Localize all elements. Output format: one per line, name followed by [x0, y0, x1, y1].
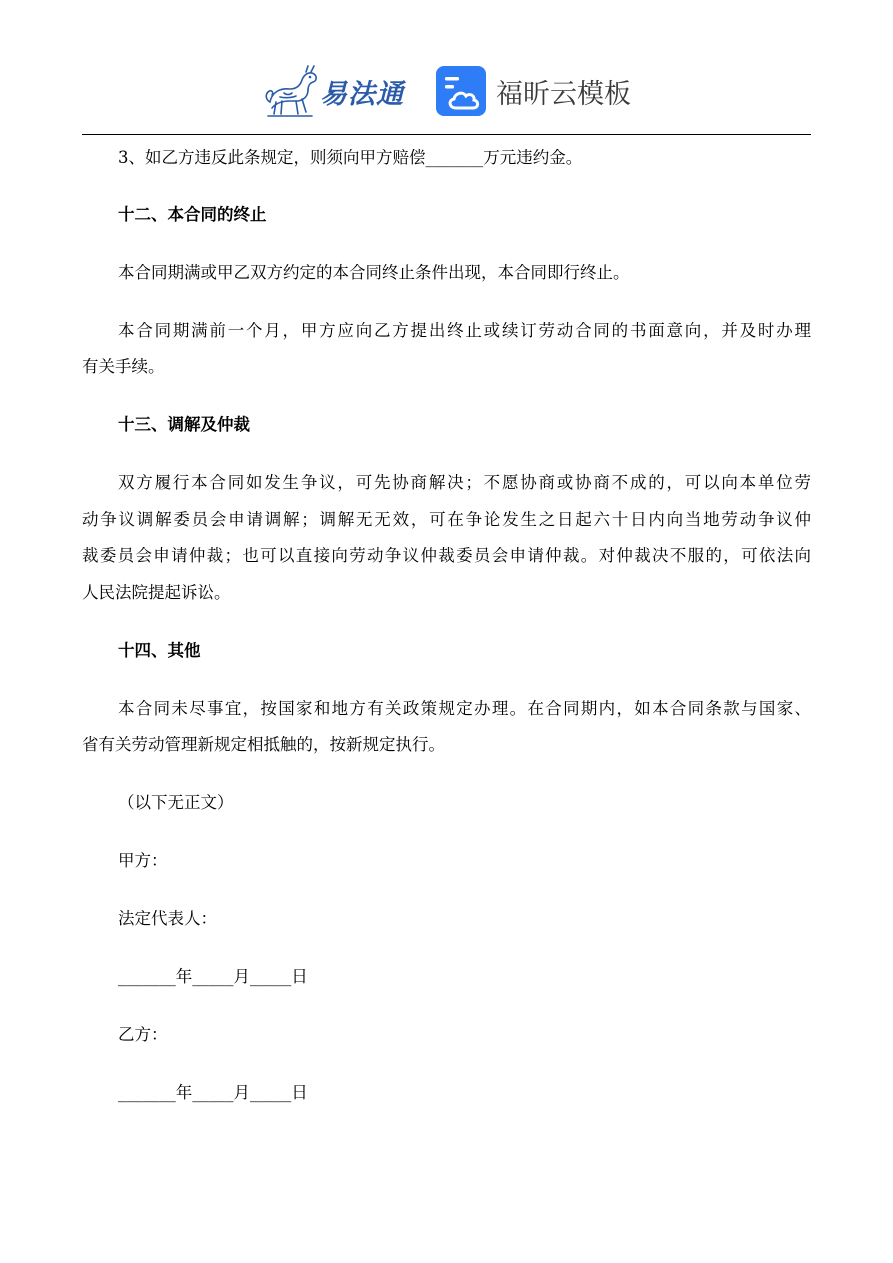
paragraph-renewal-line-2: 有关手续。 — [82, 357, 165, 376]
heading-section-13: 十三、调解及仲裁 — [118, 415, 250, 434]
paragraph-dispute-line-4: 人民法院提起诉讼。 — [82, 583, 231, 602]
heading-section-12: 十二、本合同的终止 — [118, 205, 267, 224]
paragraph-penalty: 3、如乙方违反此条规定，则须向甲方赔偿_______万元违约金。 — [118, 148, 583, 167]
paragraph-other-line-2: 省有关劳动管理新规定相抵触的，按新规定执行。 — [82, 735, 445, 754]
no-more-text-note: （以下无正文） — [118, 793, 234, 812]
paragraph-dispute-line-3: 裁委员会申请仲裁；也可以直接向劳动争议仲裁委员会申请仲裁。对仲裁决不服的，可依法向 — [82, 546, 811, 565]
page-header — [0, 0, 893, 135]
paragraph-renewal-line-1: 本合同期满前一个月，甲方应向乙方提出终止或续订劳动合同的书面意向，并及时办理 — [118, 321, 811, 340]
qilin-icon — [262, 62, 322, 120]
party-b-date-line: _______年_____月_____日 — [118, 1083, 308, 1102]
yifatong-logo — [262, 62, 412, 120]
legal-representative-label: 法定代表人： — [118, 909, 217, 928]
heading-section-14: 十四、其他 — [118, 641, 201, 660]
party-a-label: 甲方： — [118, 851, 168, 870]
paragraph-dispute-line-2: 动争议调解委员会申请调解；调解无无效，可在争论发生之日起六十日内向当地劳动争议仲 — [82, 510, 811, 529]
yifatong-wordmark: 易法通 — [320, 79, 404, 110]
paragraph-dispute-line-1: 双方履行本合同如发生争议，可先协商解决；不愿协商或协商不成的，可以向本单位劳 — [118, 473, 811, 492]
paragraph-termination: 本合同期满或甲乙双方约定的本合同终止条件出现，本合同即行终止。 — [118, 263, 630, 282]
paragraph-other-line-1: 本合同未尽事宜，按国家和地方有关政策规定办理。在合同期内，如本合同条款与国家、 — [118, 699, 811, 718]
cloud-document-icon — [436, 66, 486, 116]
fuxin-wordmark: 福昕云模板 — [496, 79, 631, 110]
party-b-label: 乙方： — [118, 1025, 168, 1044]
party-a-date-line: _______年_____月_____日 — [118, 967, 308, 986]
header-divider — [82, 134, 811, 135]
